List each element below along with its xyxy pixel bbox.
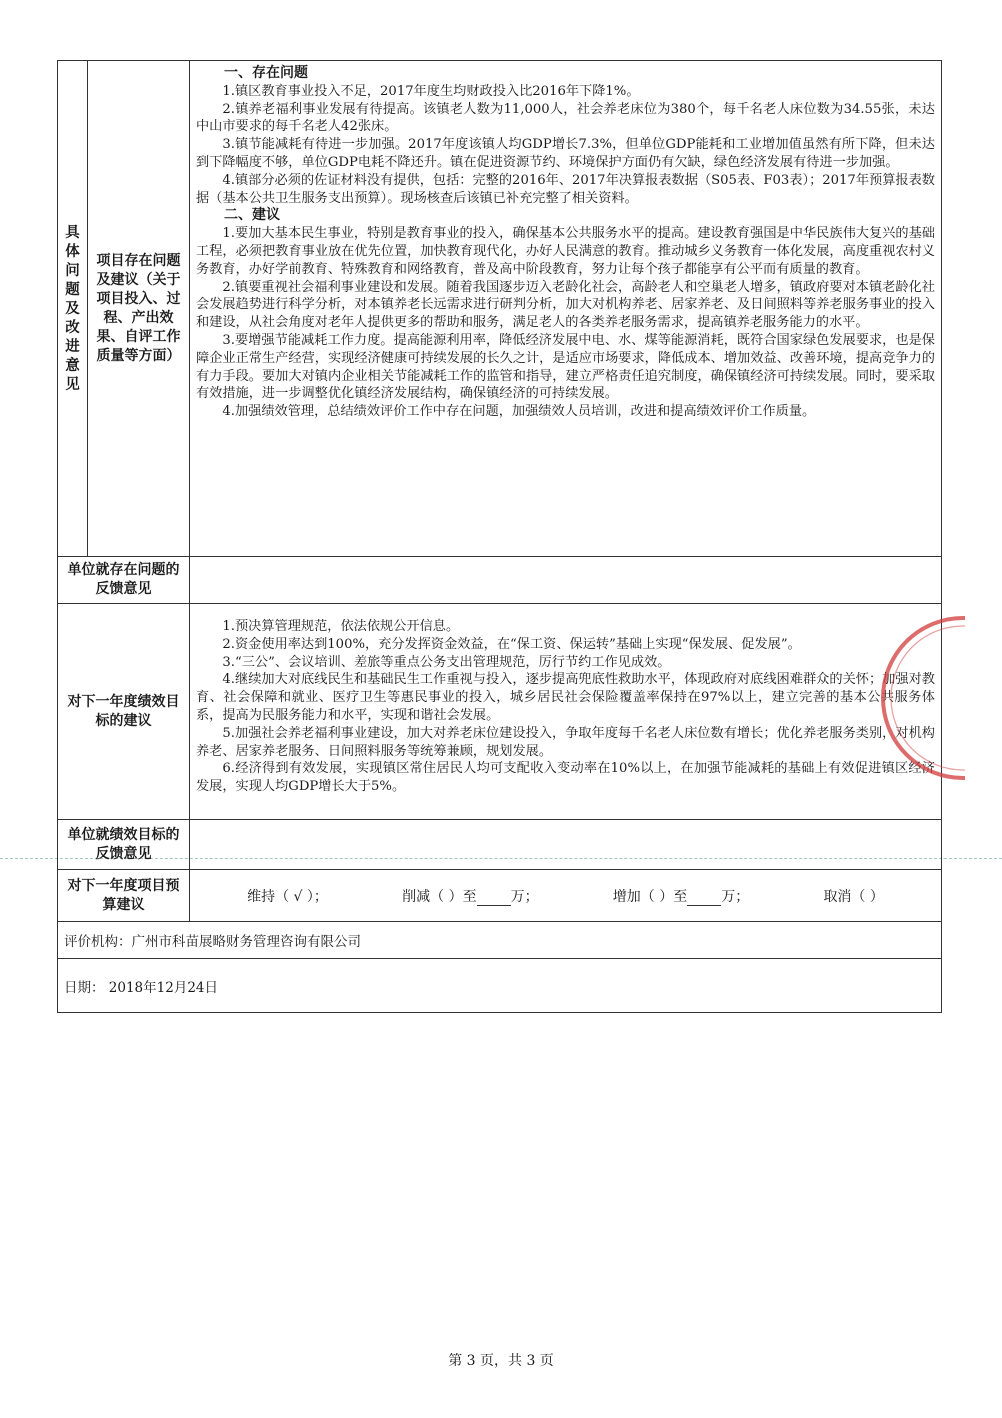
suggestion-item: 2.镇要重视社会福利事业建设和发展。随着我国逐步迈入老龄化社会，高龄老人和空巢老人增多，镇政府要对本镇老龄化社会发展趋势进行科学分析，对本镇养老长远需求进行研判分析，加大对机构养老、居家养老、及日间照料等养老服务事业的投入和建设，从社会角度对老年人提供更多的帮助和服务，满足老人的各类养老服务需求，提高镇养老服务能力的水平。 xyxy=(196,279,935,331)
reduce-amount-blank xyxy=(477,891,511,906)
option-cancel: 取消（ ） xyxy=(823,888,884,905)
date: 日期： 2018年12月24日 xyxy=(58,959,942,1013)
page-number: 第 3 页，共 3 页 xyxy=(448,1353,554,1369)
target-item: 6.经济得到有效发展，实现镇区常住居民人均可支配收入变动率在10%以上，在加强节能减耗的基础上有效促进镇区经济发展，实现人均GDP增长大于5%。 xyxy=(196,761,935,795)
evaluation-form xyxy=(57,60,941,1013)
targets-content xyxy=(190,604,942,820)
target-item: 3.“三公”、会议培训、差旅等重点公务支出管理规范，厉行节约工作见成效。 xyxy=(222,654,671,670)
feedback-issues-content xyxy=(190,557,942,604)
feedback-issues-label: 单位就存在问题的反馈意见 xyxy=(58,557,190,604)
option-reduce: 削减（ ）至 万； xyxy=(402,888,539,905)
row-next-year-targets xyxy=(58,604,942,820)
problem-item: 2.镇养老福利事业发展有待提高。该镇老人数为11,000人，社会养老床位为380个，每千名老人床位数为34.55张，未达中山市要求的每千名老人42张床。 xyxy=(196,101,935,135)
suggestion-item: 1.要加大基本民生事业，特别是教育事业的投入，确保基本公共服务水平的提高。建设教育强国是中华民族伟大复兴的基础工程，必须把教育事业放在优先位置，加快教育现代化，办好人民满意的教育。推动城乡义务教育一体化发展，高度重视农村义务教育，办好学前教育、特殊教育和网络教育，普及高中阶段教育，努力让每个孩子都能享有公平而有质量的教育。 xyxy=(196,226,935,277)
issues-content xyxy=(190,61,942,557)
row-evaluator xyxy=(58,922,942,959)
evaluator: 评价机构：广州市科苗展略财务管理咨询有限公司 xyxy=(58,922,942,959)
row-feedback-issues xyxy=(58,557,942,604)
target-item: 4.继续加大对底线民生和基础民生工作重视与投入，逐步提高兜底性救助水平，体现政府对底线困难群众的关怀；加强对教育、社会保障和就业、医疗卫生等惠民事业的投入，城乡居民社会保险覆盖率保持在97%以上，建立完善的基本公共服务体系，提高为民服务能力和水平，实现和谐社会发展。 xyxy=(196,672,935,723)
heading-problems: 一、存在问题 xyxy=(224,65,308,81)
budget-label: 对下一年度项目预算建议 xyxy=(58,870,190,922)
problem-item: 3.镇节能减耗有待进一步加强。2017年度该镇人均GDP增长7.3%，但单位GDP能耗和工业增加值虽然有所下降，但未达到下降幅度不够，单位GDP电耗不降还升。镇在促进资源节约、环境保护方面仍有欠缺，绿色经济发展有待进一步加强。 xyxy=(196,137,935,170)
targets-label: 对下一年度绩效目标的建议 xyxy=(58,604,190,820)
row-date xyxy=(58,959,942,1013)
row-budget xyxy=(58,870,942,922)
suggestion-item: 4.加强绩效管理，总结绩效评价工作中存在问题，加强绩效人员培训，改进和提高绩效评价工作质量。 xyxy=(222,404,816,420)
suggestion-item: 3.要增强节能减耗工作力度。提高能源利用率，降低经济发展中电、水、煤等能源消耗，既符合国家绿色发展要求，也是保障企业正常生产经营，实现经济健康可持续发展的长久之计，是适应市场要求，降低成本、增加效益、改善环境，提高竞争力的有力手段。要加大对镇内企业相关节能减耗工作的监管和指导，建立严格责任追究制度，确保镇经济可持续发展。同时，要采取有效措施，进一步调整优化镇经济发展结构，确保镇经济的可持续发展。 xyxy=(196,332,935,402)
problem-item: 4.镇部分必须的佐证材料没有提供，包括：完整的2016年、2017年决算报表数据（S05表、F03表）；2017年预算报表数据（基本公共卫生服务支出预算）。现场核查后该镇已补充完整了相关资料。 xyxy=(196,172,935,206)
option-increase: 增加（ ）至 万； xyxy=(612,888,750,905)
target-item: 1.预决算管理规范，依法依规公开信息。 xyxy=(222,619,460,634)
feedback-targets-label: 单位就绩效目标的反馈意见 xyxy=(58,820,190,870)
option-maintain: 维持（ √ ）； xyxy=(247,888,328,905)
feedback-targets-content xyxy=(190,820,942,870)
outer-label: 具 体 问 题 及 改 进 意 见 xyxy=(58,61,88,557)
heading-suggestions: 二、建议 xyxy=(224,207,280,224)
issues-label: 项目存在问题及建议（关于项目投入、过程、产出效果、自评工作质量等方面） xyxy=(88,61,190,557)
row-feedback-targets xyxy=(58,820,942,870)
problem-item: 1.镇区教育事业投入不足，2017年度生均财政投入比2016年下降1%。 xyxy=(222,83,640,99)
form-table xyxy=(57,60,942,1013)
target-item: 5.加强社会养老福利事业建设，加大对养老床位建设投入，争取年度每千名老人床位数有增长；优化养老服务类别，对机构养老、居家养老服务、日间照料服务等统筹兼顾，规划发展。 xyxy=(196,725,935,759)
budget-options xyxy=(190,870,942,922)
row-issues xyxy=(58,61,942,557)
increase-amount-blank xyxy=(687,891,721,906)
target-item: 2.资金使用率达到100%，充分发挥资金效益，在“保工资、保运转”基础上实现“保发展、促发展”。 xyxy=(222,636,801,652)
